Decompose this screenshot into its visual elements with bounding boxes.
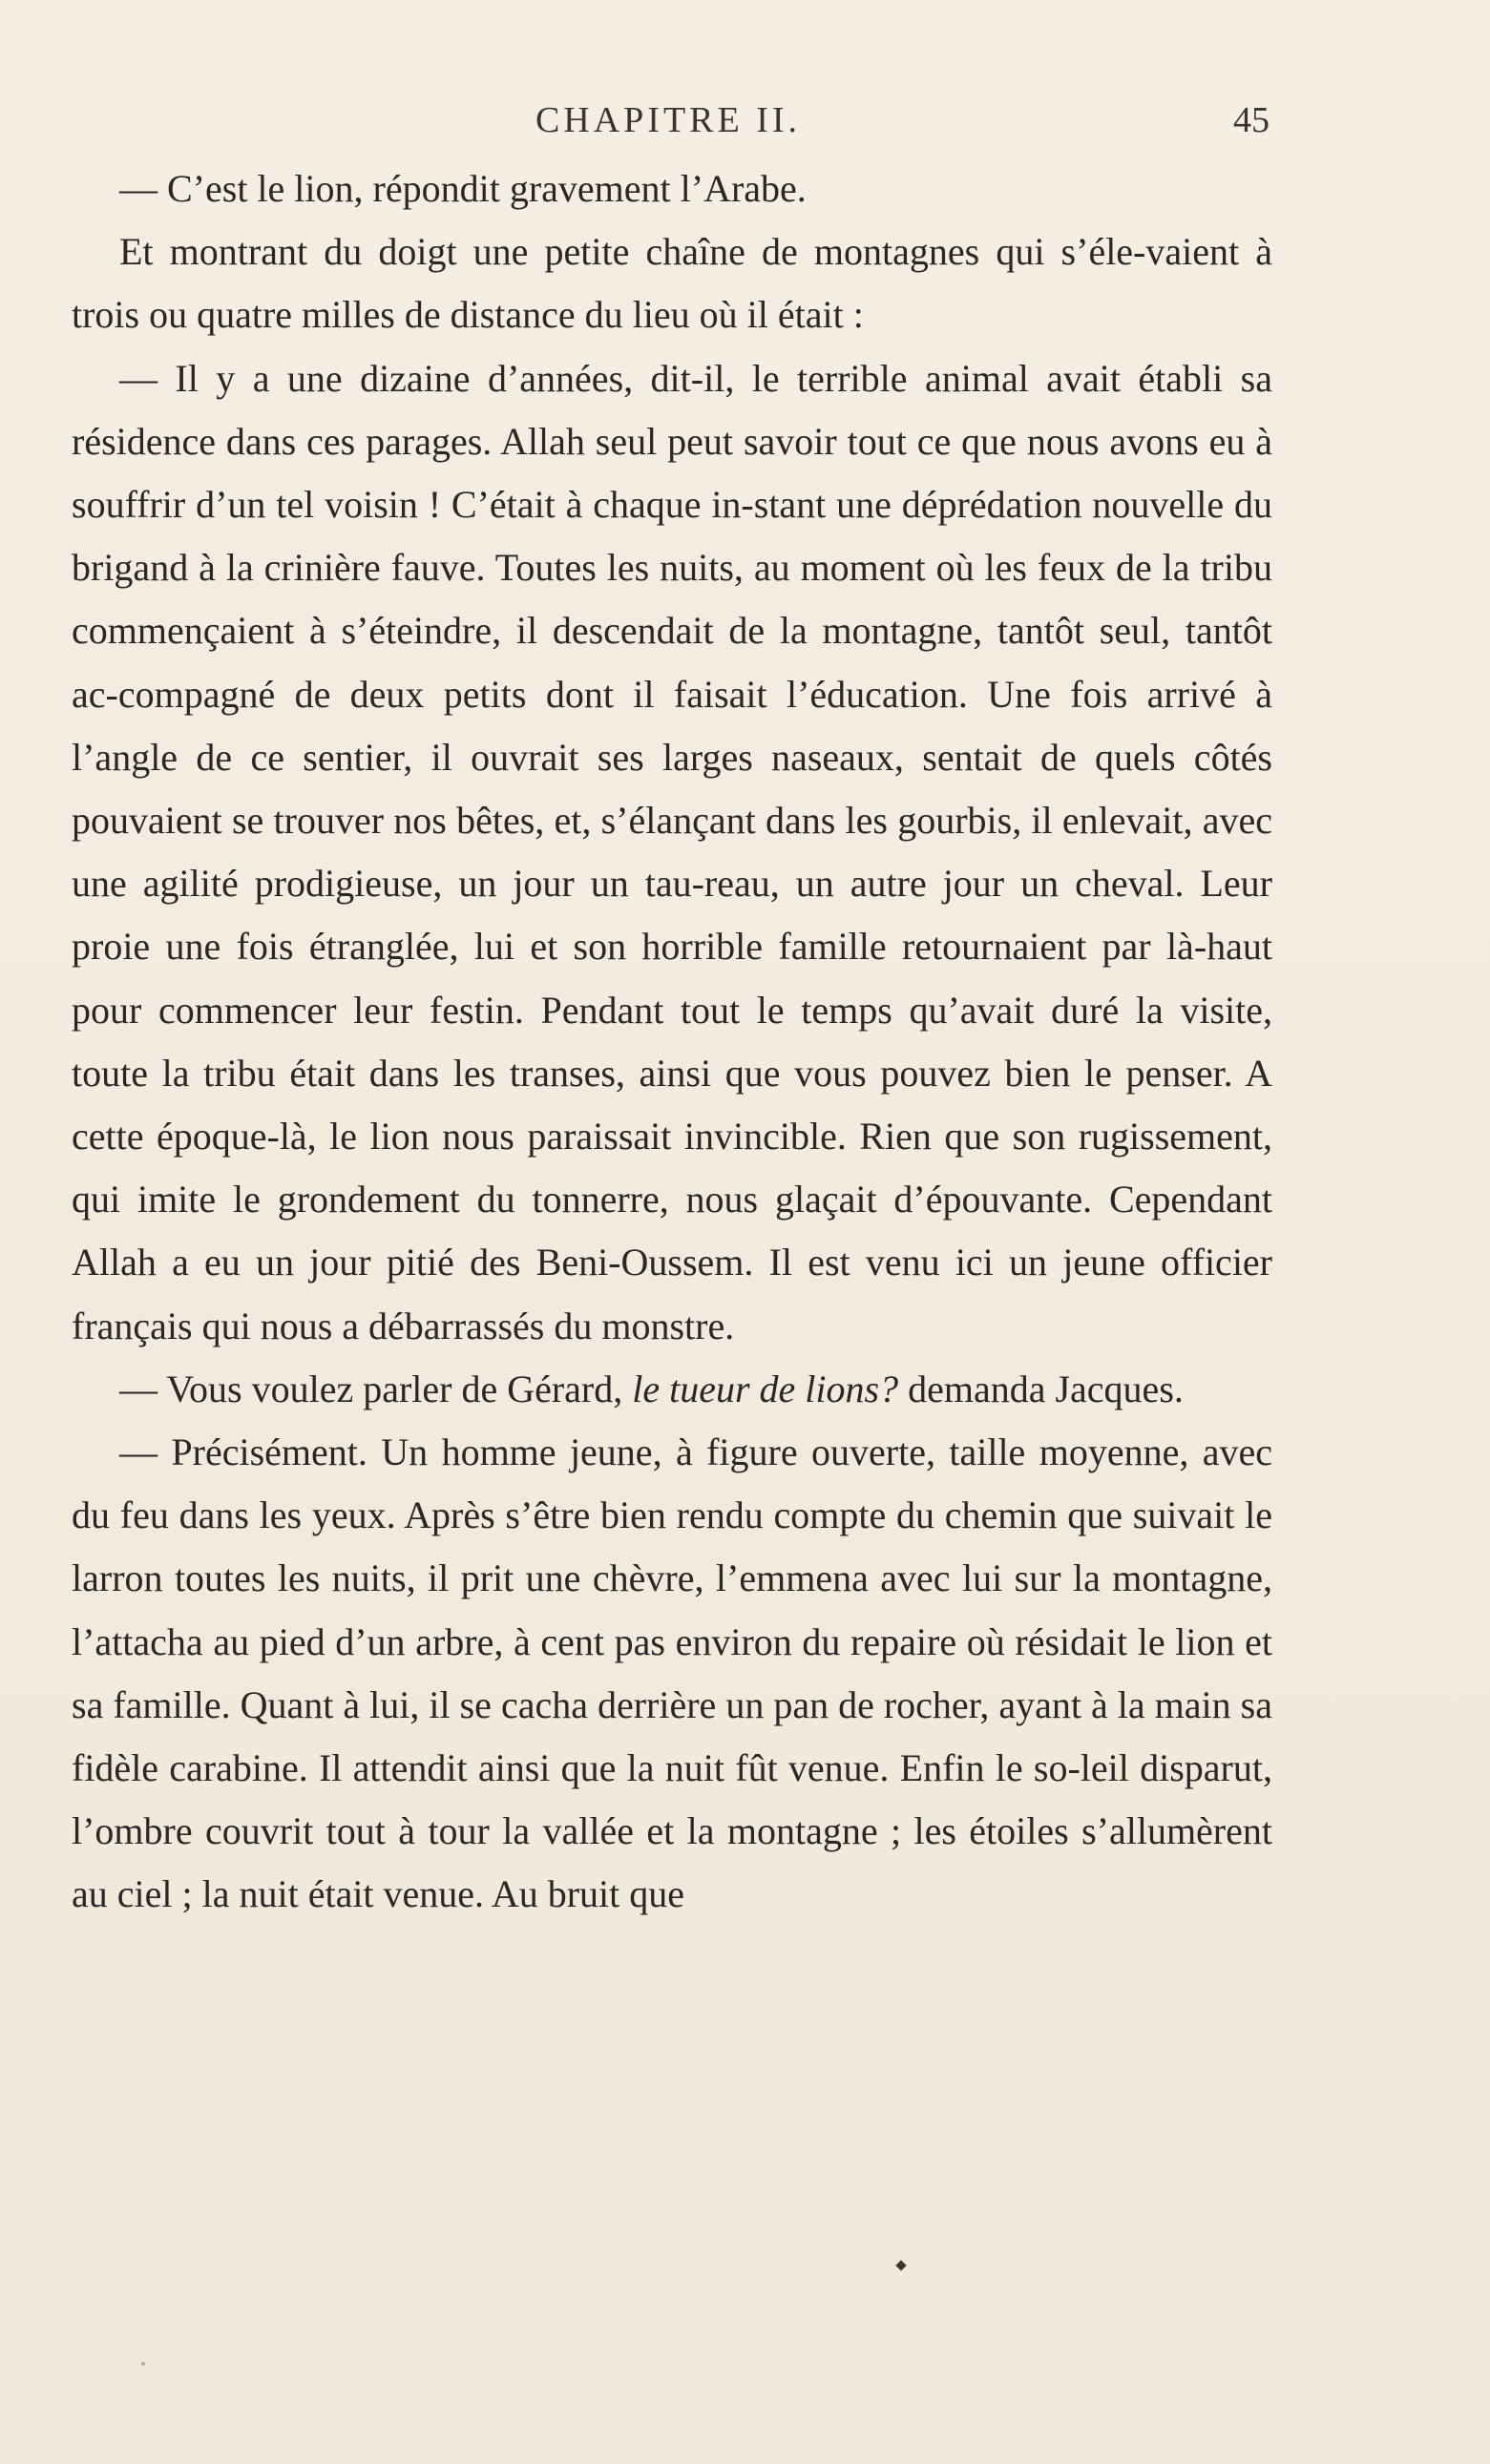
italic-title: le tueur de lions?: [632, 1367, 899, 1410]
body-text: [72, 157, 1272, 1927]
paragraph-4-end: demanda Jacques.: [898, 1367, 1184, 1410]
paragraph-4-start: — Vous voulez parler de Gérard,: [119, 1367, 633, 1410]
printer-mark-icon: [895, 2260, 906, 2270]
paragraph-3: — Il y a une dizaine d’années, dit-il, le terrible animal avait établi sa résidence dans ces parages. Allah seul peut savoir tout ce que nous avons eu à souffrir d’un tel voisin ! C’était à chaque in-stant une déprédation nouvelle du brigand à la crinière fauve. Toutes les nuits, au moment où les feux de la tribu commençaient à s’éteindre, il descendait de la montagne, tantôt seul, tantôt ac-compagné de deux petits dont il faisait l’éducation. Une fois arrivé à l’angle de ce sentier, il ouvrait ses larges naseaux, sentait de quels côtés pouvaient se trouver nos bêtes, et, s’élançant dans les gourbis, il enlevait, avec une agilité prodigieuse, un jour un tau-reau, un autre jour un cheval. Leur proie une fois étranglée, lui et son horrible famille retournaient par là-haut pour commencer leur festin. Pendant tout le temps qu’avait duré la visite, toute la tribu était dans les transes, ainsi que vous pouvez bien le penser. A cette époque-là, le lion nous paraissait invincible. Rien que son rugissement, qui imite le grondement du tonnerre, nous glaçait d’épouvante. Cependant Allah a eu un jour pitié des Beni-Oussem. Il est venu ici un jeune officier français qui nous a débarrassés du monstre.: [72, 356, 1272, 1347]
page-number: 45: [1233, 100, 1270, 140]
chapter-running-title: CHAPITRE II.: [535, 100, 802, 140]
paragraph-5: — Précisément. Un homme jeune, à figure ouverte, taille moyenne, avec du feu dans les yeux. Après s’être bien rendu compte du chemin que suivait le larron toutes les nuits, il prit une chèvre, l’emmena avec lui sur la montagne, l’attacha au pied d’un arbre, à cent pas environ du repaire où résidait le lion et sa famille. Quant à lui, il se cacha derrière un pan de rocher, ayant à la main sa fidèle carabine. Il attendit ainsi que la nuit fût venue. Enfin le so-leil disparut, l’ombre couvrit tout à tour la vallée et la montagne ; les étoiles s’allumèrent au ciel ; la nuit était venue. Au bruit que: [72, 1430, 1272, 1916]
paragraph-2: Et montrant du doigt une petite chaîne de montagnes qui s’éle-vaient à trois ou quatre milles de distance du lieu où il était :: [72, 230, 1272, 337]
running-head: [67, 95, 1270, 143]
paper-speck: [141, 2362, 145, 2366]
paragraph-4: [72, 1358, 1272, 1421]
paragraph-1: — C’est le lion, répondit gravement l’Arabe.: [119, 167, 807, 210]
